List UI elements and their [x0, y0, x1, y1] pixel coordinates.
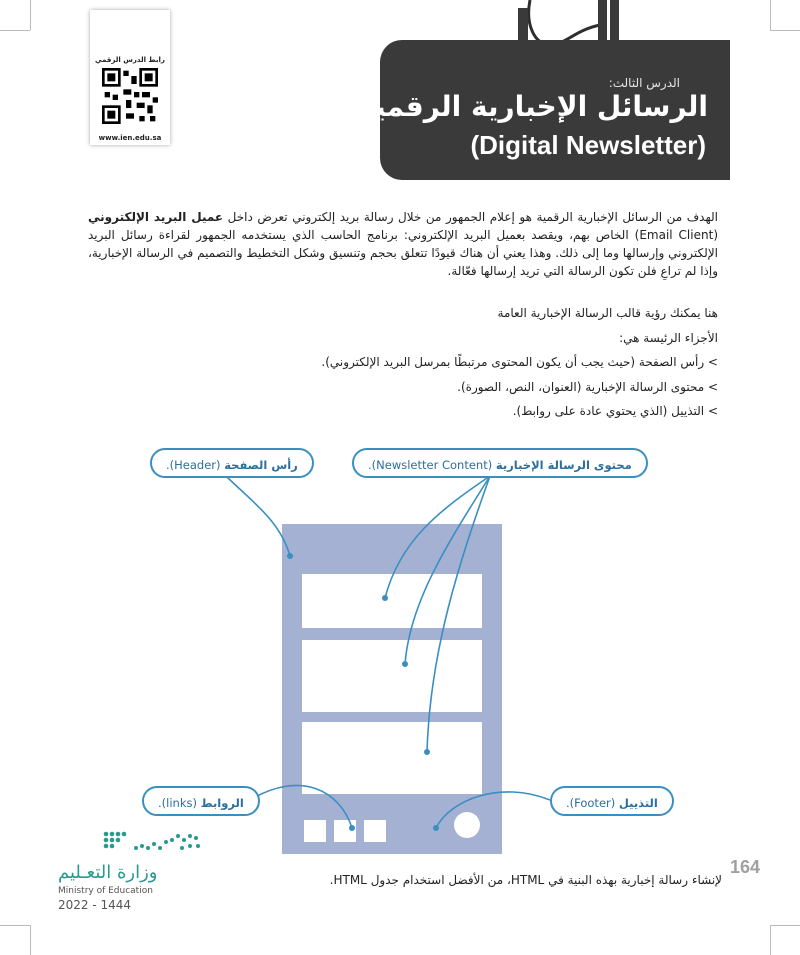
ministry-dots-icon	[98, 826, 208, 860]
ministry-name-en: Ministry of Education	[58, 886, 153, 896]
qr-url[interactable]: www.ien.edu.sa	[98, 134, 162, 142]
qr-caption: رابط الدرس الرقمي	[95, 56, 165, 64]
lesson-subtitle: (Digital Newsletter)	[470, 130, 706, 160]
bullet-header: > رأس الصفحة (حيث يجب أن يكون المحتوى مرتبطًا بمرسل البريد الإلكتروني).	[321, 355, 718, 369]
ministry-name-ar: وزارة التعـليم	[58, 862, 158, 883]
label-footer-ar: التذييل	[618, 796, 658, 810]
label-content-ar: محتوى الرسالة الإخبارية	[495, 458, 632, 472]
intro-text: (Email Client) الخاص بهم، ويقصد بعميل البريد الإلكتروني: برنامج الحاسب الذي يستخدمه الجمهور لقراءة رسائل البريد الإلكتروني وإرسالها وما إلى ذلك. وهذا يعني أن هناك قيودًا تتعلق بحجم وتنسيق وشكل التخطيط والتصميم في الرسالة الإخبارية، وإذا لم تراعِ فلن تكون الرسالة التي تريد إرسالها فعّالة.	[88, 228, 718, 278]
label-header	[150, 448, 314, 478]
label-links-en: (links).	[158, 796, 201, 810]
label-links-ar: الروابط	[200, 796, 244, 810]
bullet-footer: > التذييل (الذي يحتوي عادة على روابط).	[512, 404, 718, 418]
intro-text: الهدف من الرسائل الإخبارية الرقمية هو إعلام الجمهور من خلال رسالة بريد إلكتروني تعرض داخل	[223, 210, 718, 224]
label-footer-en: (Footer).	[566, 796, 619, 810]
label-header-ar: رأس الصفحة	[224, 458, 298, 472]
label-header-en: (Header).	[166, 458, 225, 472]
label-footer	[550, 786, 674, 816]
parts-heading: الأجزاء الرئيسة هي:	[619, 331, 718, 345]
bottom-note: لإنشاء رسالة إخبارية بهذه البنية في HTML، من الأفضل استخدام جدول HTML.	[329, 873, 722, 887]
lesson-title: الرسائل الإخبارية الرقمية	[358, 90, 708, 123]
ministry-year: 2022 - 1444	[58, 898, 132, 912]
intro-term: عميل البريد الإلكتروني	[88, 210, 224, 224]
label-content-en: (Newsletter Content).	[368, 458, 496, 472]
ministry-logo	[58, 826, 188, 916]
page-number: 164	[730, 857, 761, 877]
template-intro: هنا يمكنك رؤية قالب الرسالة الإخبارية العامة	[497, 306, 718, 320]
bullet-content: > محتوى الرسالة الإخبارية (العنوان، النص، الصورة).	[457, 380, 718, 394]
label-newsletter-content	[352, 448, 648, 478]
label-links	[142, 786, 260, 816]
lesson-number: الدرس الثالث:	[608, 76, 680, 90]
